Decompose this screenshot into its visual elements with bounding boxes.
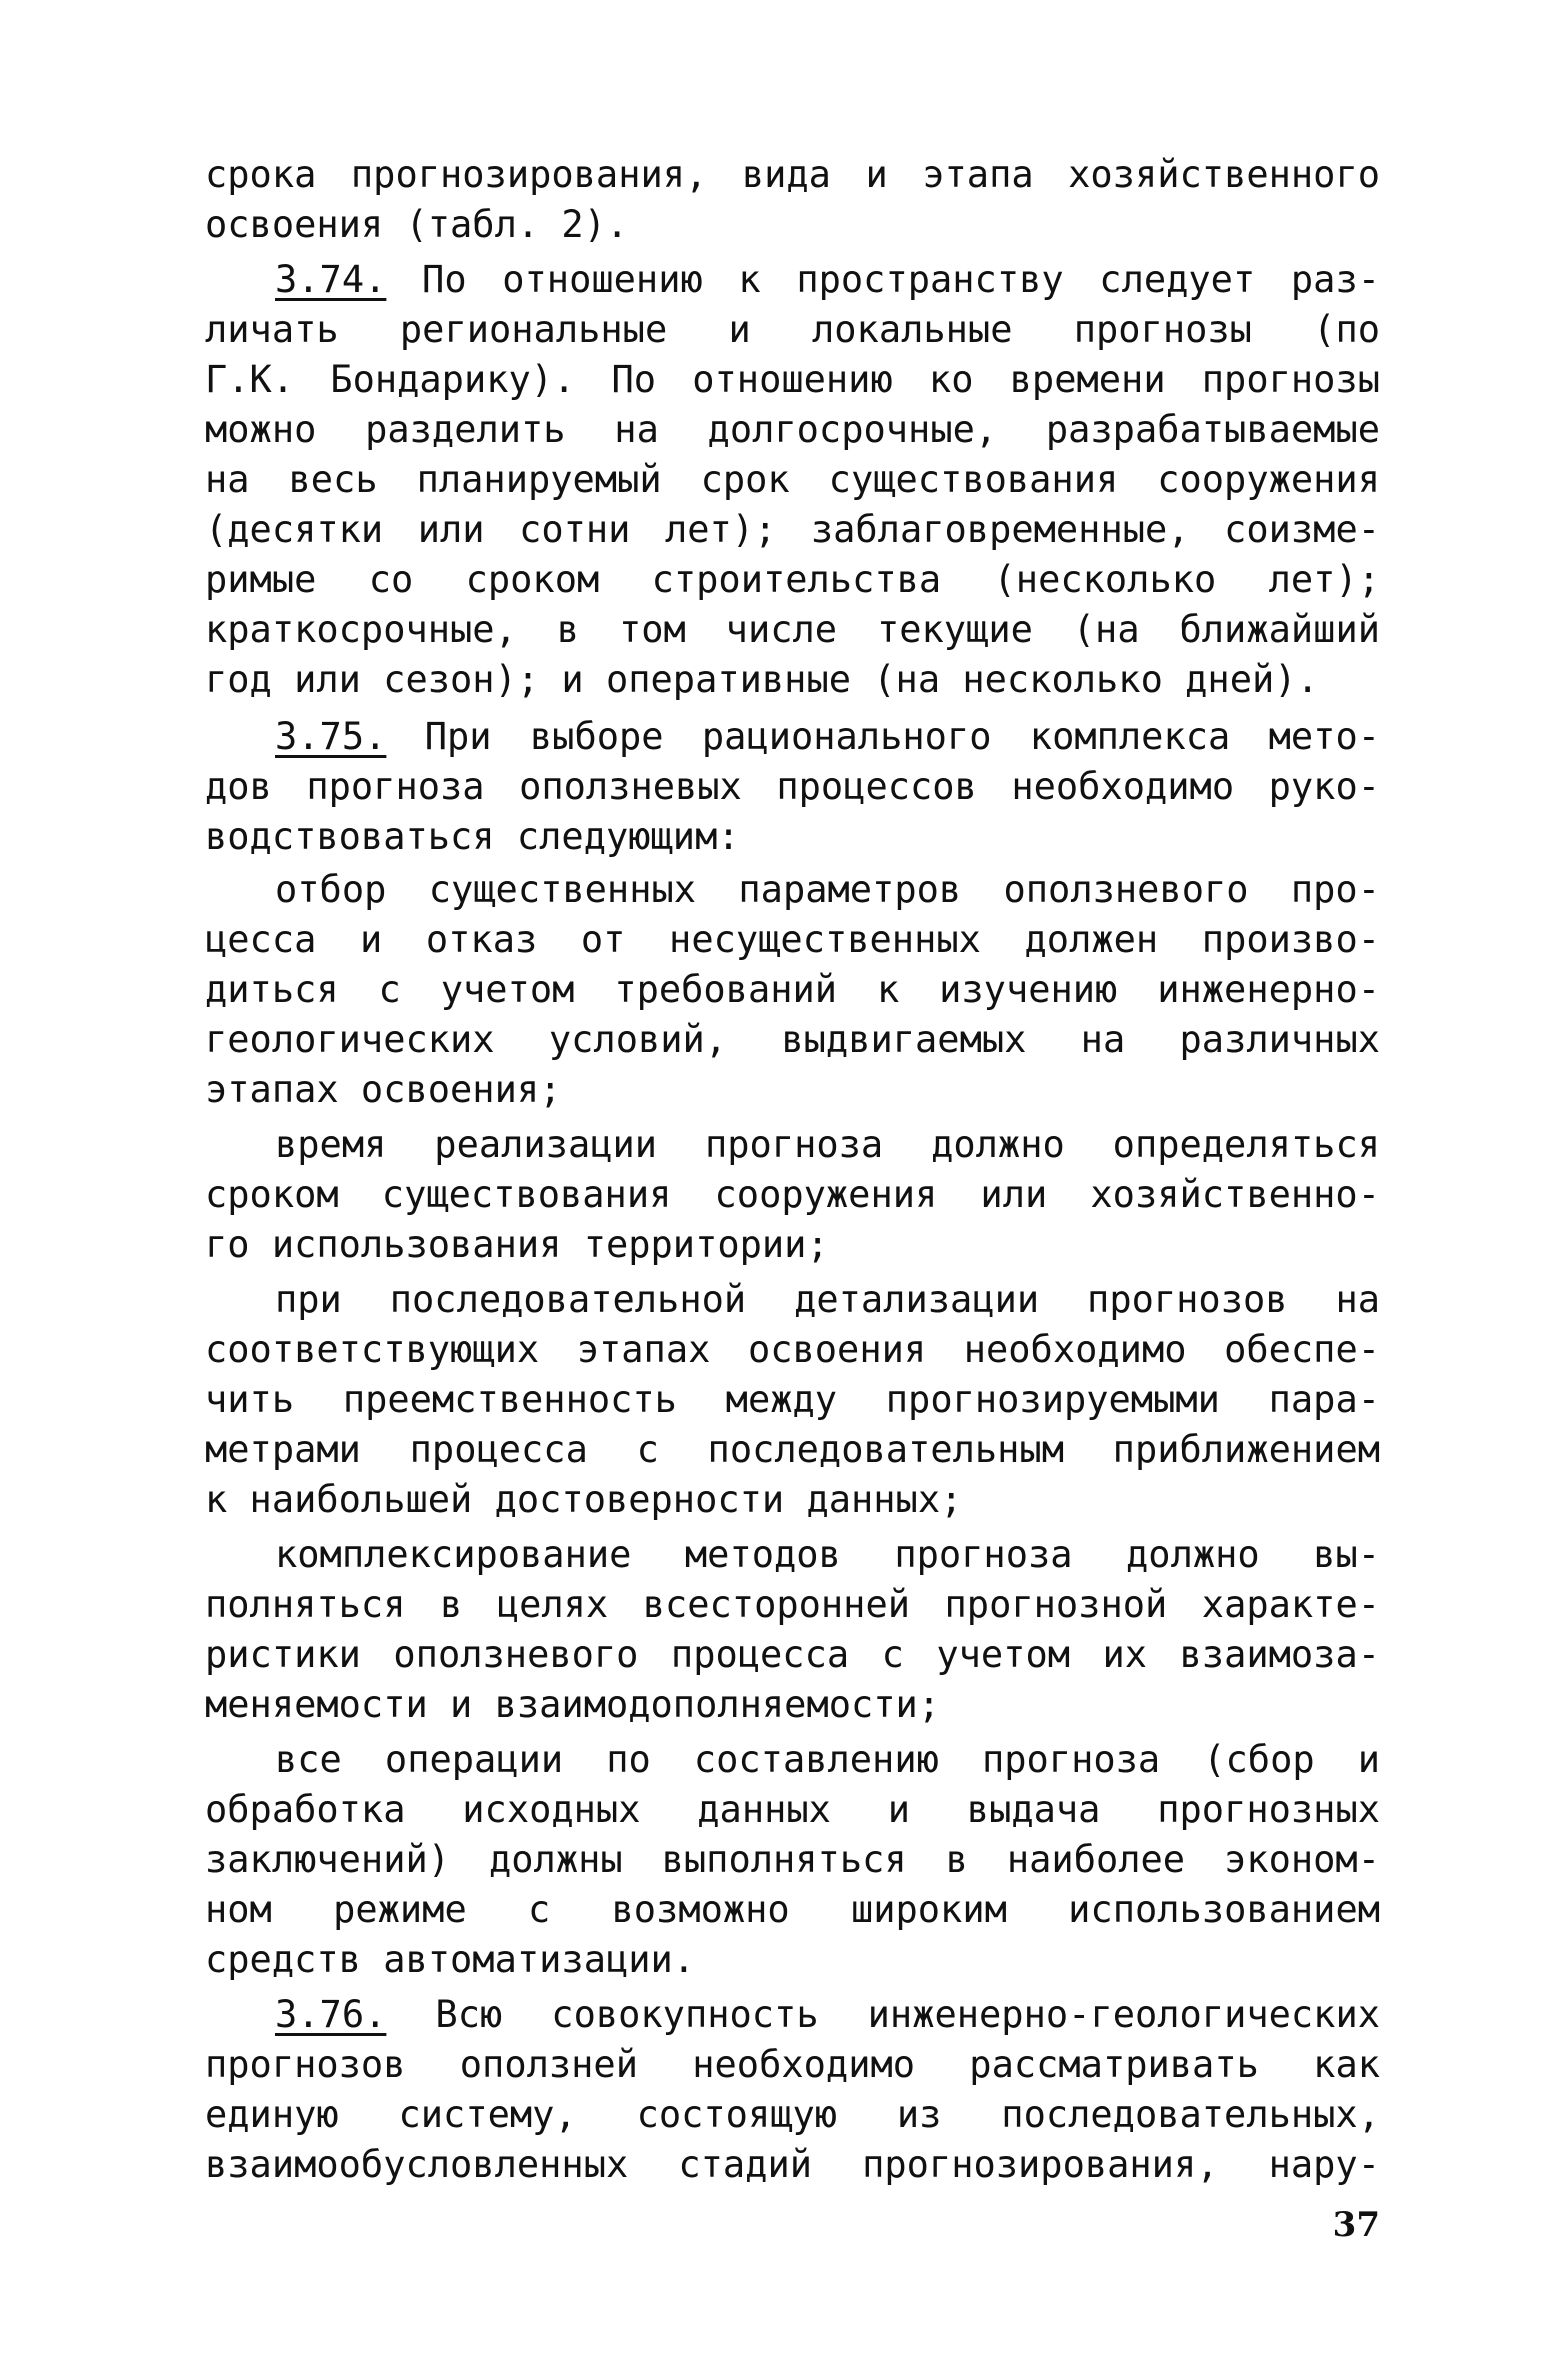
text-line: Г.К. Бондарику). По отношению ко времени прогнозы bbox=[205, 358, 1380, 401]
text-line: сроком существования сооружения или хозяйственно- bbox=[205, 1173, 1380, 1216]
list-item-first-line: при последовательной детализации прогнозов на bbox=[275, 1278, 1380, 1321]
text-line: прогнозов оползней необходимо рассматривать как bbox=[205, 2043, 1380, 2086]
text-line: можно разделить на долгосрочные, разрабатываемые bbox=[205, 408, 1380, 451]
text-line: геологических условий, выдвигаемых на различных bbox=[205, 1018, 1380, 1061]
text-line: цесса и отказ от несущественных должен произво- bbox=[205, 918, 1380, 961]
paragraph-3-74-first-line bbox=[275, 255, 1380, 305]
text-line: водствоваться следующим: bbox=[205, 815, 740, 858]
text-line: этапах освоения; bbox=[205, 1068, 562, 1111]
section-number-3-74: 3.74. bbox=[275, 258, 387, 301]
text-line: соответствующих этапах освоения необходимо обеспе- bbox=[205, 1328, 1380, 1371]
paragraph-3-76-first-line bbox=[275, 1990, 1380, 2040]
section-number-3-75: 3.75. bbox=[275, 715, 387, 758]
text-line: на весь планируемый срок существования сооружения bbox=[205, 458, 1380, 501]
list-item-first-line: комплексирование методов прогноза должно вы- bbox=[275, 1533, 1380, 1576]
text-line: меняемости и взаимодополняемости; bbox=[205, 1683, 941, 1726]
list-item-first-line: время реализации прогноза должно определяться bbox=[275, 1123, 1380, 1166]
text-line: единую систему, состоящую из последовательных, bbox=[205, 2093, 1380, 2136]
text-line: ристики оползневого процесса с учетом их взаимоза- bbox=[205, 1633, 1380, 1676]
text-line: освоения (табл. 2). bbox=[205, 203, 629, 246]
text-line: го использования территории; bbox=[205, 1223, 829, 1266]
text-line: срока прогнозирования, вида и этапа хозяйственного bbox=[205, 153, 1380, 196]
list-item-first-line: отбор существенных параметров оползневого про- bbox=[275, 868, 1380, 911]
text-line: По отношению к пространству следует раз- bbox=[386, 258, 1380, 301]
text-line: (десятки или сотни лет); заблаговременные, соизме- bbox=[205, 508, 1380, 551]
text-line: дов прогноза оползневых процессов необходимо руко- bbox=[205, 765, 1380, 808]
text-line: чить преемственность между прогнозируемыми пара- bbox=[205, 1378, 1380, 1421]
text-line: римые со сроком строительства (несколько лет); bbox=[205, 558, 1380, 601]
text-line: полняться в целях всесторонней прогнозной характе- bbox=[205, 1583, 1380, 1626]
text-line: взаимообусловленных стадий прогнозирования, нару- bbox=[205, 2143, 1380, 2186]
text-line: краткосрочные, в том числе текущие (на ближайший bbox=[205, 608, 1380, 651]
text-line: обработка исходных данных и выдача прогнозных bbox=[205, 1788, 1380, 1831]
list-item-first-line: все операции по составлению прогноза (сбор и bbox=[275, 1738, 1380, 1781]
text-line: метрами процесса с последовательным приближением bbox=[205, 1428, 1380, 1471]
page-number: 37 bbox=[1332, 2205, 1380, 2245]
text-line: Всю совокупность инженерно-геологических bbox=[386, 1993, 1380, 2036]
text-line: При выборе рационального комплекса мето- bbox=[386, 715, 1380, 758]
text-line: ном режиме с возможно широким использованием bbox=[205, 1888, 1380, 1931]
text-line: диться с учетом требований к изучению инженерно- bbox=[205, 968, 1380, 1011]
paragraph-3-75-first-line bbox=[275, 712, 1380, 762]
section-number-3-76: 3.76. bbox=[275, 1993, 387, 2036]
text-line: год или сезон); и оперативные (на несколько дней). bbox=[205, 658, 1319, 701]
text-line: личать региональные и локальные прогнозы (по bbox=[205, 308, 1380, 351]
text-line: к наибольшей достоверности данных; bbox=[205, 1478, 963, 1521]
text-line: заключений) должны выполняться в наиболее эконом- bbox=[205, 1838, 1380, 1881]
text-line: средств автоматизации. bbox=[205, 1938, 696, 1981]
